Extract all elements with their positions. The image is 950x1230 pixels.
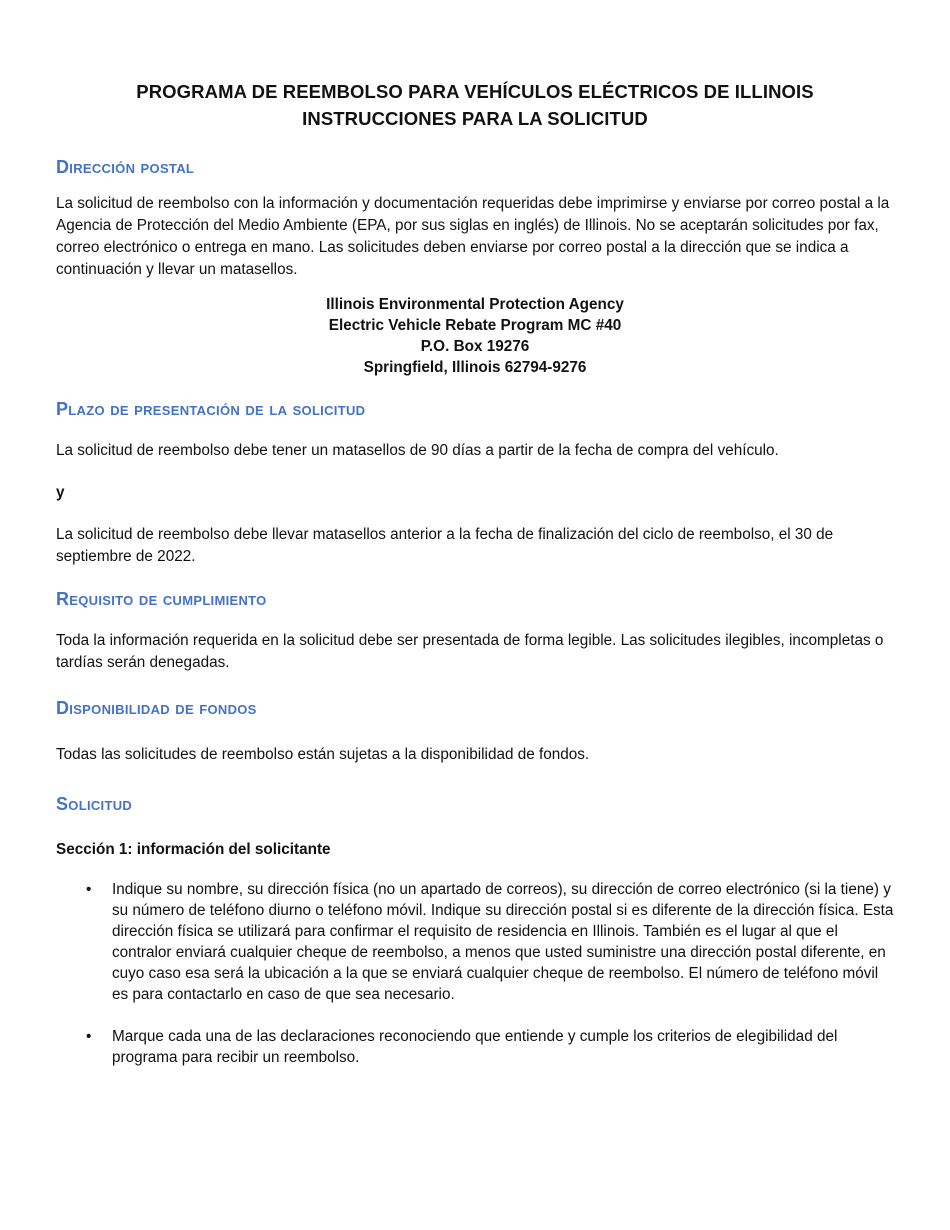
address-line: P.O. Box 19276 bbox=[420, 338, 530, 355]
list-item-text: Indique su nombre, su dirección física (no un apartado de correos), su dirección de correo electrónico (si la tiene) y su número de teléfono diurno o teléfono móvil. Indique su dirección postal si es diferente de la dirección física. Esta dirección física se utilizará para confirmar el requisito de residencia en Illinois. También es el lugar al que el contralor enviará cualquier cheque de reembolso, a menos que usted suministre una dirección postal diferente, en cuyo caso esa será la ubicación a la que se enviará cualquier cheque de reembolso. El número de teléfono móvil es para contactarlo en caso de que sea necesario. bbox=[112, 881, 894, 1003]
heading-application: Solicitud bbox=[56, 794, 133, 814]
heading-deadline: Plazo de presentación de la solicitud bbox=[56, 399, 366, 419]
deadline-conjunction: y bbox=[56, 484, 65, 501]
list-item-text: Marque cada una de las declaraciones reconociendo que entiende y cumple los criterios de elegibilidad del programa para recibir un reembolso. bbox=[112, 1028, 838, 1066]
address-line: Illinois Environmental Protection Agency bbox=[326, 296, 624, 313]
document-title bbox=[56, 78, 894, 132]
compliance-paragraph: Toda la información requerida en la solicitud debe ser presentada de forma legible. Las solicitudes ilegibles, incompletas o tardías serán denegadas. bbox=[56, 632, 884, 671]
heading-funds: Disponibilidad de fondos bbox=[56, 698, 257, 718]
mailing-paragraph: La solicitud de reembolso con la información y documentación requeridas debe imprimirse y enviarse por correo postal a la Agencia de Protección del Medio Ambiente (EPA, por sus siglas en inglés) de Illinois. No se aceptarán solicitudes por fax, correo electrónico o entrega en mano. Las solicitudes deben enviarse por correo postal a la dirección que se indica a continuación y llevar un matasellos. bbox=[56, 195, 890, 278]
applicant-instructions-list bbox=[56, 879, 894, 1068]
funds-paragraph: Todas las solicitudes de reembolso están sujetas a la disponibilidad de fondos. bbox=[56, 746, 590, 763]
mailing-address-block bbox=[56, 294, 894, 378]
address-line: Electric Vehicle Rebate Program MC #40 bbox=[328, 317, 622, 334]
bullet-icon: • bbox=[86, 1028, 92, 1045]
heading-compliance: Requisito de cumplimiento bbox=[56, 589, 267, 609]
deadline-paragraph-1: La solicitud de reembolso debe tener un matasellos de 90 días a partir de la fecha de compra del vehículo. bbox=[56, 442, 779, 459]
address-line: Springfield, Illinois 62794-9276 bbox=[363, 359, 587, 376]
section-1-title: Sección 1: información del solicitante bbox=[56, 841, 331, 858]
deadline-paragraph-2: La solicitud de reembolso debe llevar matasellos anterior a la fecha de finalización del ciclo de reembolso, el 30 de septiembre de 2022. bbox=[56, 526, 834, 565]
bullet-icon: • bbox=[86, 881, 92, 898]
list-item bbox=[56, 1026, 894, 1068]
title-line-1: PROGRAMA DE REEMBOLSO PARA VEHÍCULOS ELÉCTRICOS DE ILLINOIS bbox=[136, 81, 814, 102]
title-line-2: INSTRUCCIONES PARA LA SOLICITUD bbox=[302, 108, 648, 129]
list-item bbox=[56, 879, 894, 1005]
heading-mailing-address: Dirección postal bbox=[56, 157, 195, 177]
